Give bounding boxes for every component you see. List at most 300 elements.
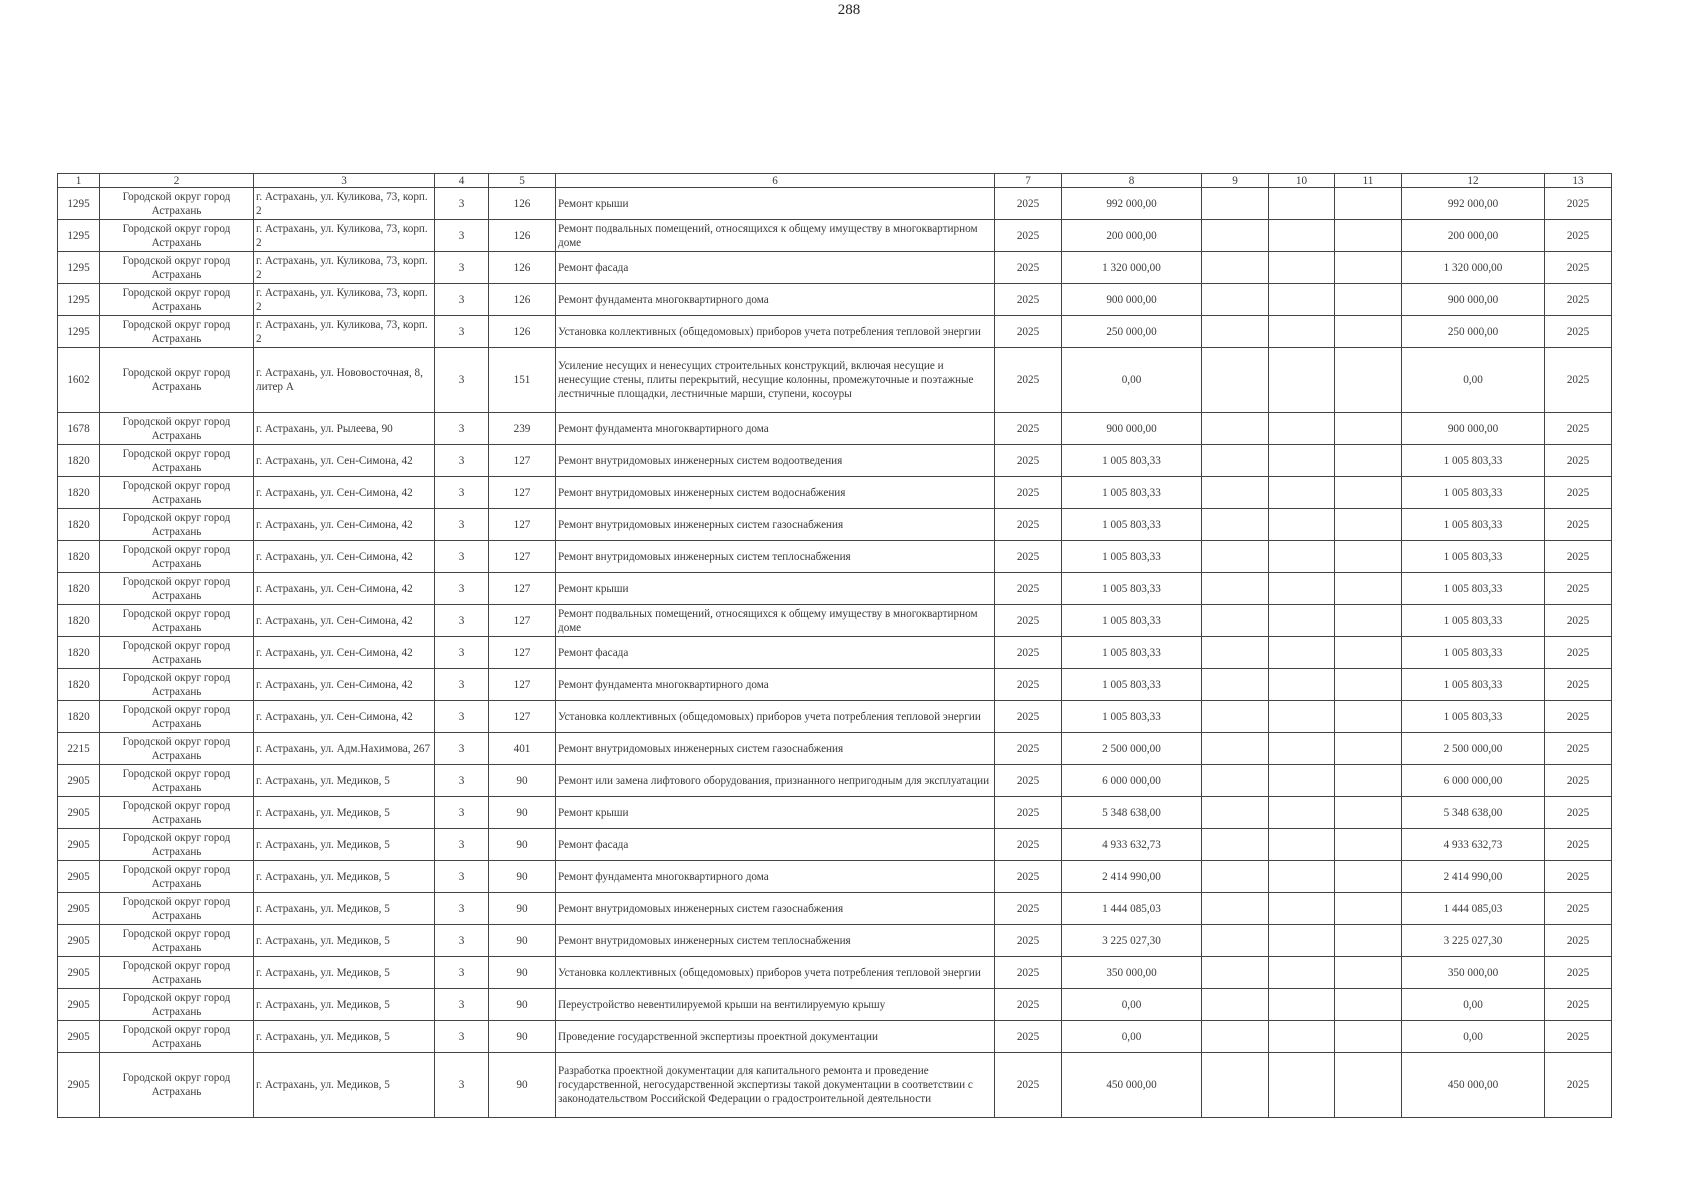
total-cost-cell: 1 005 803,33 xyxy=(1402,637,1545,669)
category-cell: 3 xyxy=(435,957,489,989)
row-number-cell: 2905 xyxy=(58,797,100,829)
table-row xyxy=(58,1021,1612,1053)
row-number-cell: 1820 xyxy=(58,445,100,477)
empty-cell-10 xyxy=(1269,188,1335,220)
empty-cell-10 xyxy=(1269,701,1335,733)
empty-cell-11 xyxy=(1335,348,1402,413)
row-number-cell: 2215 xyxy=(58,733,100,765)
table-row xyxy=(58,541,1612,573)
table-row xyxy=(58,220,1612,252)
empty-cell-10 xyxy=(1269,925,1335,957)
completion-year-cell: 2025 xyxy=(1545,541,1612,573)
total-cost-cell: 1 444 085,03 xyxy=(1402,893,1545,925)
empty-cell-11 xyxy=(1335,541,1402,573)
empty-cell-11 xyxy=(1335,477,1402,509)
table-row xyxy=(58,413,1612,445)
cost-cell: 0,00 xyxy=(1062,348,1202,413)
empty-cell-11 xyxy=(1335,188,1402,220)
empty-cell-11 xyxy=(1335,1021,1402,1053)
completion-year-cell: 2025 xyxy=(1545,573,1612,605)
completion-year-cell: 2025 xyxy=(1545,316,1612,348)
year-cell: 2025 xyxy=(995,925,1062,957)
empty-cell-9 xyxy=(1202,925,1269,957)
municipality-cell: Городской округ город Астрахань xyxy=(100,284,254,316)
municipality-cell: Городской округ город Астрахань xyxy=(100,1021,254,1053)
row-number-cell: 1295 xyxy=(58,316,100,348)
count-cell: 90 xyxy=(489,797,556,829)
municipality-cell: Городской округ город Астрахань xyxy=(100,989,254,1021)
work-type-cell: Ремонт внутридомовых инженерных систем теплоснабжения xyxy=(556,925,995,957)
row-number-cell: 1602 xyxy=(58,348,100,413)
year-cell: 2025 xyxy=(995,893,1062,925)
row-number-cell: 2905 xyxy=(58,925,100,957)
row-number-cell: 2905 xyxy=(58,1053,100,1118)
cost-cell: 1 005 803,33 xyxy=(1062,445,1202,477)
address-cell: г. Астрахань, ул. Сен-Симона, 42 xyxy=(254,701,435,733)
work-type-cell: Ремонт фундамента многоквартирного дома xyxy=(556,861,995,893)
address-cell: г. Астрахань, ул. Куликова, 73, корп. 2 xyxy=(254,284,435,316)
empty-cell-9 xyxy=(1202,413,1269,445)
address-cell: г. Астрахань, ул. Рылеева, 90 xyxy=(254,413,435,445)
municipality-cell: Городской округ город Астрахань xyxy=(100,637,254,669)
table-row xyxy=(58,348,1612,413)
municipality-cell: Городской округ город Астрахань xyxy=(100,861,254,893)
row-number-cell: 2905 xyxy=(58,957,100,989)
count-cell: 127 xyxy=(489,541,556,573)
column-header: 9 xyxy=(1202,174,1269,188)
empty-cell-10 xyxy=(1269,861,1335,893)
empty-cell-11 xyxy=(1335,989,1402,1021)
empty-cell-9 xyxy=(1202,989,1269,1021)
cost-cell: 992 000,00 xyxy=(1062,188,1202,220)
year-cell: 2025 xyxy=(995,669,1062,701)
total-cost-cell: 350 000,00 xyxy=(1402,957,1545,989)
empty-cell-10 xyxy=(1269,413,1335,445)
table-row xyxy=(58,861,1612,893)
total-cost-cell: 1 005 803,33 xyxy=(1402,701,1545,733)
table-row xyxy=(58,284,1612,316)
empty-cell-10 xyxy=(1269,541,1335,573)
empty-cell-11 xyxy=(1335,733,1402,765)
category-cell: 3 xyxy=(435,797,489,829)
address-cell: г. Астрахань, ул. Медиков, 5 xyxy=(254,1021,435,1053)
count-cell: 126 xyxy=(489,188,556,220)
empty-cell-11 xyxy=(1335,797,1402,829)
page-number: 288 xyxy=(837,2,861,18)
work-type-cell: Ремонт крыши xyxy=(556,188,995,220)
empty-cell-9 xyxy=(1202,1053,1269,1118)
cost-cell: 1 005 803,33 xyxy=(1062,573,1202,605)
completion-year-cell: 2025 xyxy=(1545,765,1612,797)
total-cost-cell: 2 414 990,00 xyxy=(1402,861,1545,893)
completion-year-cell: 2025 xyxy=(1545,829,1612,861)
column-header: 7 xyxy=(995,174,1062,188)
address-cell: г. Астрахань, ул. Сен-Симона, 42 xyxy=(254,477,435,509)
empty-cell-10 xyxy=(1269,605,1335,637)
municipality-cell: Городской округ город Астрахань xyxy=(100,445,254,477)
address-cell: г. Астрахань, ул. Сен-Симона, 42 xyxy=(254,637,435,669)
table-row xyxy=(58,637,1612,669)
empty-cell-11 xyxy=(1335,605,1402,637)
work-type-cell: Ремонт внутридомовых инженерных систем теплоснабжения xyxy=(556,541,995,573)
completion-year-cell: 2025 xyxy=(1545,957,1612,989)
completion-year-cell: 2025 xyxy=(1545,605,1612,637)
address-cell: г. Астрахань, ул. Медиков, 5 xyxy=(254,797,435,829)
total-cost-cell: 6 000 000,00 xyxy=(1402,765,1545,797)
empty-cell-11 xyxy=(1335,925,1402,957)
table-row xyxy=(58,477,1612,509)
count-cell: 127 xyxy=(489,637,556,669)
capital-repair-table xyxy=(57,173,1612,1118)
completion-year-cell: 2025 xyxy=(1545,1021,1612,1053)
total-cost-cell: 900 000,00 xyxy=(1402,413,1545,445)
municipality-cell: Городской округ город Астрахань xyxy=(100,669,254,701)
empty-cell-11 xyxy=(1335,637,1402,669)
count-cell: 239 xyxy=(489,413,556,445)
address-cell: г. Астрахань, ул. Сен-Симона, 42 xyxy=(254,605,435,637)
cost-cell: 450 000,00 xyxy=(1062,1053,1202,1118)
category-cell: 3 xyxy=(435,637,489,669)
column-header: 5 xyxy=(489,174,556,188)
year-cell: 2025 xyxy=(995,220,1062,252)
row-number-cell: 1820 xyxy=(58,477,100,509)
row-number-cell: 2905 xyxy=(58,1021,100,1053)
completion-year-cell: 2025 xyxy=(1545,733,1612,765)
municipality-cell: Городской округ город Астрахань xyxy=(100,541,254,573)
category-cell: 3 xyxy=(435,445,489,477)
empty-cell-10 xyxy=(1269,797,1335,829)
work-type-cell: Ремонт внутридомовых инженерных систем газоснабжения xyxy=(556,893,995,925)
completion-year-cell: 2025 xyxy=(1545,893,1612,925)
count-cell: 127 xyxy=(489,669,556,701)
column-header: 8 xyxy=(1062,174,1202,188)
year-cell: 2025 xyxy=(995,957,1062,989)
municipality-cell: Городской округ город Астрахань xyxy=(100,829,254,861)
completion-year-cell: 2025 xyxy=(1545,861,1612,893)
table-row xyxy=(58,829,1612,861)
address-cell: г. Астрахань, ул. Сен-Симона, 42 xyxy=(254,669,435,701)
completion-year-cell: 2025 xyxy=(1545,413,1612,445)
category-cell: 3 xyxy=(435,413,489,445)
year-cell: 2025 xyxy=(995,1053,1062,1118)
address-cell: г. Астрахань, ул. Медиков, 5 xyxy=(254,829,435,861)
year-cell: 2025 xyxy=(995,188,1062,220)
empty-cell-11 xyxy=(1335,957,1402,989)
year-cell: 2025 xyxy=(995,348,1062,413)
empty-cell-9 xyxy=(1202,1021,1269,1053)
municipality-cell: Городской округ город Астрахань xyxy=(100,316,254,348)
cost-cell: 1 005 803,33 xyxy=(1062,477,1202,509)
count-cell: 90 xyxy=(489,893,556,925)
count-cell: 90 xyxy=(489,1021,556,1053)
count-cell: 127 xyxy=(489,445,556,477)
category-cell: 3 xyxy=(435,316,489,348)
table-row xyxy=(58,445,1612,477)
empty-cell-11 xyxy=(1335,509,1402,541)
empty-cell-10 xyxy=(1269,573,1335,605)
category-cell: 3 xyxy=(435,348,489,413)
empty-cell-9 xyxy=(1202,252,1269,284)
cost-cell: 5 348 638,00 xyxy=(1062,797,1202,829)
empty-cell-10 xyxy=(1269,669,1335,701)
address-cell: г. Астрахань, ул. Куликова, 73, корп. 2 xyxy=(254,220,435,252)
empty-cell-9 xyxy=(1202,637,1269,669)
total-cost-cell: 2 500 000,00 xyxy=(1402,733,1545,765)
total-cost-cell: 1 005 803,33 xyxy=(1402,509,1545,541)
year-cell: 2025 xyxy=(995,445,1062,477)
work-type-cell: Переустройство невентилируемой крыши на вентилируемую крышу xyxy=(556,989,995,1021)
work-type-cell: Установка коллективных (общедомовых) приборов учета потребления тепловой энергии xyxy=(556,316,995,348)
completion-year-cell: 2025 xyxy=(1545,797,1612,829)
cost-cell: 2 414 990,00 xyxy=(1062,861,1202,893)
empty-cell-11 xyxy=(1335,573,1402,605)
address-cell: г. Астрахань, ул. Сен-Симона, 42 xyxy=(254,509,435,541)
completion-year-cell: 2025 xyxy=(1545,989,1612,1021)
row-number-cell: 2905 xyxy=(58,765,100,797)
completion-year-cell: 2025 xyxy=(1545,701,1612,733)
empty-cell-10 xyxy=(1269,348,1335,413)
cost-cell: 6 000 000,00 xyxy=(1062,765,1202,797)
total-cost-cell: 450 000,00 xyxy=(1402,1053,1545,1118)
address-cell: г. Астрахань, ул. Сен-Симона, 42 xyxy=(254,541,435,573)
total-cost-cell: 0,00 xyxy=(1402,348,1545,413)
table-row xyxy=(58,957,1612,989)
municipality-cell: Городской округ город Астрахань xyxy=(100,348,254,413)
address-cell: г. Астрахань, ул. Медиков, 5 xyxy=(254,925,435,957)
cost-cell: 1 005 803,33 xyxy=(1062,701,1202,733)
empty-cell-10 xyxy=(1269,1021,1335,1053)
category-cell: 3 xyxy=(435,605,489,637)
table-row xyxy=(58,669,1612,701)
year-cell: 2025 xyxy=(995,509,1062,541)
empty-cell-9 xyxy=(1202,220,1269,252)
empty-cell-9 xyxy=(1202,445,1269,477)
address-cell: г. Астрахань, ул. Адм.Нахимова, 267 xyxy=(254,733,435,765)
category-cell: 3 xyxy=(435,284,489,316)
empty-cell-9 xyxy=(1202,573,1269,605)
work-type-cell: Ремонт фасада xyxy=(556,829,995,861)
empty-cell-9 xyxy=(1202,957,1269,989)
total-cost-cell: 3 225 027,30 xyxy=(1402,925,1545,957)
count-cell: 127 xyxy=(489,509,556,541)
total-cost-cell: 0,00 xyxy=(1402,989,1545,1021)
total-cost-cell: 1 005 803,33 xyxy=(1402,669,1545,701)
work-type-cell: Проведение государственной экспертизы проектной документации xyxy=(556,1021,995,1053)
row-number-cell: 1295 xyxy=(58,220,100,252)
municipality-cell: Городской округ город Астрахань xyxy=(100,413,254,445)
address-cell: г. Астрахань, ул. Медиков, 5 xyxy=(254,989,435,1021)
empty-cell-11 xyxy=(1335,445,1402,477)
completion-year-cell: 2025 xyxy=(1545,284,1612,316)
category-cell: 3 xyxy=(435,541,489,573)
empty-cell-11 xyxy=(1335,220,1402,252)
empty-cell-10 xyxy=(1269,637,1335,669)
empty-cell-9 xyxy=(1202,765,1269,797)
category-cell: 3 xyxy=(435,1021,489,1053)
year-cell: 2025 xyxy=(995,252,1062,284)
category-cell: 3 xyxy=(435,188,489,220)
count-cell: 126 xyxy=(489,284,556,316)
total-cost-cell: 200 000,00 xyxy=(1402,220,1545,252)
empty-cell-11 xyxy=(1335,701,1402,733)
municipality-cell: Городской округ город Астрахань xyxy=(100,701,254,733)
year-cell: 2025 xyxy=(995,989,1062,1021)
cost-cell: 900 000,00 xyxy=(1062,284,1202,316)
category-cell: 3 xyxy=(435,989,489,1021)
empty-cell-9 xyxy=(1202,541,1269,573)
row-number-cell: 1820 xyxy=(58,701,100,733)
empty-cell-10 xyxy=(1269,957,1335,989)
work-type-cell: Ремонт фундамента многоквартирного дома xyxy=(556,284,995,316)
total-cost-cell: 1 005 803,33 xyxy=(1402,605,1545,637)
address-cell: г. Астрахань, ул. Сен-Симона, 42 xyxy=(254,445,435,477)
empty-cell-10 xyxy=(1269,509,1335,541)
total-cost-cell: 0,00 xyxy=(1402,1021,1545,1053)
row-number-cell: 2905 xyxy=(58,861,100,893)
table-row xyxy=(58,252,1612,284)
completion-year-cell: 2025 xyxy=(1545,348,1612,413)
municipality-cell: Городской округ город Астрахань xyxy=(100,797,254,829)
municipality-cell: Городской округ город Астрахань xyxy=(100,220,254,252)
work-type-cell: Ремонт фасада xyxy=(556,252,995,284)
empty-cell-9 xyxy=(1202,284,1269,316)
row-number-cell: 1820 xyxy=(58,541,100,573)
cost-cell: 1 005 803,33 xyxy=(1062,605,1202,637)
completion-year-cell: 2025 xyxy=(1545,252,1612,284)
year-cell: 2025 xyxy=(995,413,1062,445)
empty-cell-11 xyxy=(1335,1053,1402,1118)
table-row xyxy=(58,573,1612,605)
municipality-cell: Городской округ город Астрахань xyxy=(100,765,254,797)
total-cost-cell: 5 348 638,00 xyxy=(1402,797,1545,829)
year-cell: 2025 xyxy=(995,477,1062,509)
address-cell: г. Астрахань, ул. Медиков, 5 xyxy=(254,893,435,925)
total-cost-cell: 900 000,00 xyxy=(1402,284,1545,316)
count-cell: 90 xyxy=(489,925,556,957)
count-cell: 126 xyxy=(489,220,556,252)
empty-cell-9 xyxy=(1202,797,1269,829)
empty-cell-9 xyxy=(1202,477,1269,509)
municipality-cell: Городской округ город Астрахань xyxy=(100,893,254,925)
table-row xyxy=(58,701,1612,733)
work-type-cell: Ремонт фундамента многоквартирного дома xyxy=(556,669,995,701)
empty-cell-10 xyxy=(1269,733,1335,765)
address-cell: г. Астрахань, ул. Медиков, 5 xyxy=(254,957,435,989)
work-type-cell: Ремонт внутридомовых инженерных систем газоснабжения xyxy=(556,733,995,765)
municipality-cell: Городской округ город Астрахань xyxy=(100,605,254,637)
row-number-cell: 1820 xyxy=(58,637,100,669)
year-cell: 2025 xyxy=(995,637,1062,669)
category-cell: 3 xyxy=(435,477,489,509)
empty-cell-11 xyxy=(1335,829,1402,861)
completion-year-cell: 2025 xyxy=(1545,637,1612,669)
category-cell: 3 xyxy=(435,220,489,252)
work-type-cell: Усиление несущих и ненесущих строительных конструкций, включая несущие и ненесущие стены, плиты перекрытий, несущие колонны, промежуточные и поэтажные лестничные площадки, лестничные марши, ступени, косоуры xyxy=(556,348,995,413)
count-cell: 90 xyxy=(489,861,556,893)
year-cell: 2025 xyxy=(995,605,1062,637)
municipality-cell: Городской округ город Астрахань xyxy=(100,477,254,509)
address-cell: г. Астрахань, ул. Медиков, 5 xyxy=(254,1053,435,1118)
count-cell: 90 xyxy=(489,829,556,861)
work-type-cell: Ремонт подвальных помещений, относящихся к общему имуществу в многоквартирном доме xyxy=(556,220,995,252)
year-cell: 2025 xyxy=(995,701,1062,733)
empty-cell-9 xyxy=(1202,605,1269,637)
total-cost-cell: 1 005 803,33 xyxy=(1402,445,1545,477)
total-cost-cell: 992 000,00 xyxy=(1402,188,1545,220)
completion-year-cell: 2025 xyxy=(1545,509,1612,541)
year-cell: 2025 xyxy=(995,573,1062,605)
category-cell: 3 xyxy=(435,925,489,957)
total-cost-cell: 1 005 803,33 xyxy=(1402,541,1545,573)
work-type-cell: Установка коллективных (общедомовых) приборов учета потребления тепловой энергии xyxy=(556,701,995,733)
municipality-cell: Городской округ город Астрахань xyxy=(100,733,254,765)
address-cell: г. Астрахань, ул. Медиков, 5 xyxy=(254,861,435,893)
count-cell: 127 xyxy=(489,477,556,509)
category-cell: 3 xyxy=(435,701,489,733)
work-type-cell: Ремонт внутридомовых инженерных систем газоснабжения xyxy=(556,509,995,541)
empty-cell-10 xyxy=(1269,477,1335,509)
empty-cell-11 xyxy=(1335,893,1402,925)
cost-cell: 0,00 xyxy=(1062,989,1202,1021)
completion-year-cell: 2025 xyxy=(1545,1053,1612,1118)
count-cell: 127 xyxy=(489,605,556,637)
table-row xyxy=(58,989,1612,1021)
cost-cell: 1 005 803,33 xyxy=(1062,637,1202,669)
table-row xyxy=(58,188,1612,220)
cost-cell: 1 005 803,33 xyxy=(1062,669,1202,701)
count-cell: 126 xyxy=(489,252,556,284)
cost-cell: 1 005 803,33 xyxy=(1062,509,1202,541)
work-type-cell: Ремонт или замена лифтового оборудования, признанного непригодным для эксплуатации xyxy=(556,765,995,797)
row-number-cell: 1820 xyxy=(58,605,100,637)
year-cell: 2025 xyxy=(995,765,1062,797)
count-cell: 90 xyxy=(489,989,556,1021)
work-type-cell: Ремонт внутридомовых инженерных систем водоснабжения xyxy=(556,477,995,509)
cost-cell: 350 000,00 xyxy=(1062,957,1202,989)
empty-cell-11 xyxy=(1335,284,1402,316)
empty-cell-9 xyxy=(1202,509,1269,541)
year-cell: 2025 xyxy=(995,829,1062,861)
column-header: 2 xyxy=(100,174,254,188)
category-cell: 3 xyxy=(435,765,489,797)
table-row xyxy=(58,316,1612,348)
work-type-cell: Ремонт фасада xyxy=(556,637,995,669)
empty-cell-10 xyxy=(1269,893,1335,925)
row-number-cell: 1820 xyxy=(58,509,100,541)
municipality-cell: Городской округ город Астрахань xyxy=(100,1053,254,1118)
row-number-cell: 1295 xyxy=(58,252,100,284)
column-header: 11 xyxy=(1335,174,1402,188)
cost-cell: 4 933 632,73 xyxy=(1062,829,1202,861)
empty-cell-11 xyxy=(1335,861,1402,893)
table-row xyxy=(58,925,1612,957)
table-row xyxy=(58,893,1612,925)
table-row xyxy=(58,765,1612,797)
cost-cell: 0,00 xyxy=(1062,1021,1202,1053)
work-type-cell: Ремонт внутридомовых инженерных систем водоотведения xyxy=(556,445,995,477)
year-cell: 2025 xyxy=(995,733,1062,765)
column-header: 4 xyxy=(435,174,489,188)
table-row xyxy=(58,605,1612,637)
row-number-cell: 1820 xyxy=(58,669,100,701)
work-type-cell: Ремонт крыши xyxy=(556,797,995,829)
completion-year-cell: 2025 xyxy=(1545,220,1612,252)
count-cell: 151 xyxy=(489,348,556,413)
cost-cell: 900 000,00 xyxy=(1062,413,1202,445)
table-row xyxy=(58,733,1612,765)
empty-cell-9 xyxy=(1202,316,1269,348)
row-number-cell: 1678 xyxy=(58,413,100,445)
